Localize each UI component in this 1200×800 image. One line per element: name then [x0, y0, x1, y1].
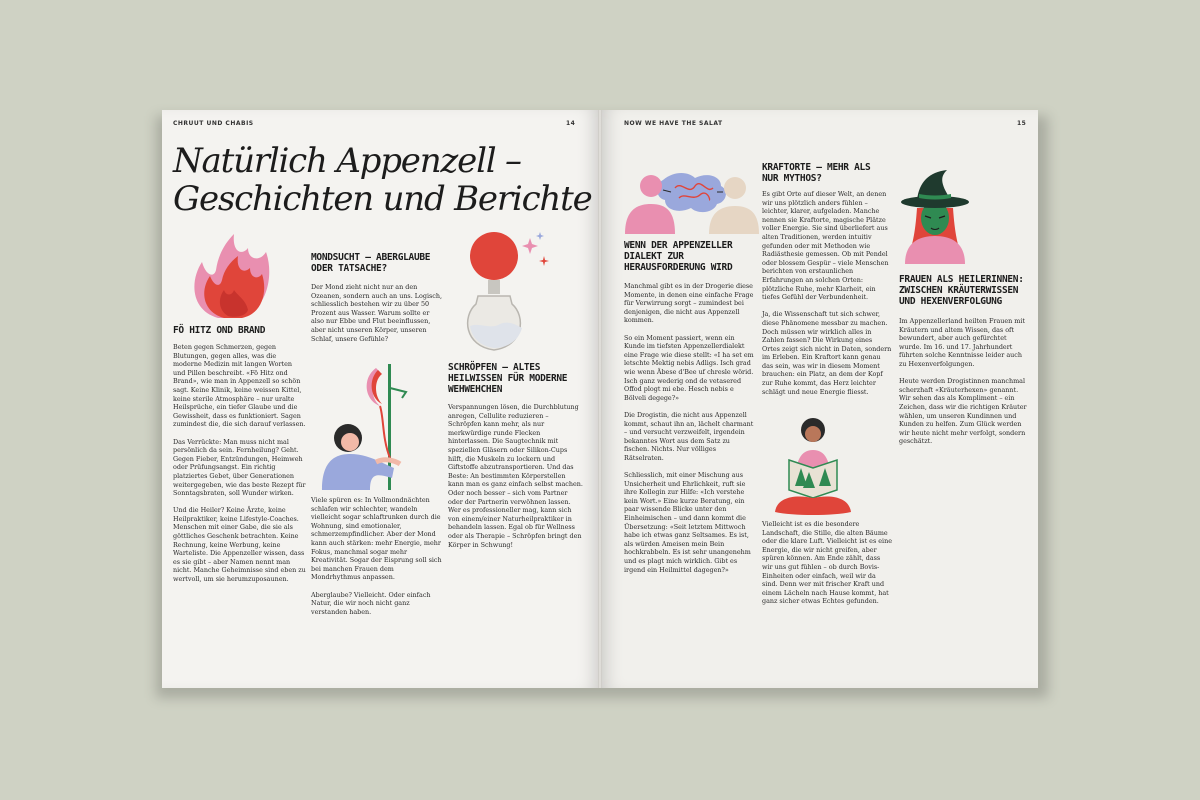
dialect-conversation-illustration	[623, 166, 763, 234]
heading-mondsucht: MONDSUCHT – ABERGLAUBE ODER TATSACHE?	[311, 252, 431, 274]
heading-dialekt: WENN DER APPENZELLER DIALEKT ZUR HERAUSFORDERUNG WIRD	[624, 240, 733, 273]
title-line-1: Natürlich Appenzell –	[173, 141, 521, 181]
heading-foe-hitz: FÖ HITZ OND BRAND	[173, 325, 266, 336]
col3-text	[448, 403, 583, 558]
right-col2-paragraph: Es gibt Orte auf dieser Welt, an denen wir uns plötzlich anders fühlen – leichter, klarer, aufgeladen. Manche nennen sie Kraftorte, magische Plätze voller Energie. Sie sind überliefert aus alten Traditionen, werden intuitiv gefunden oder mit Methoden wie Radiästhesie gemessen. Ob mit Pendel oder blossem Gespür – viele Menschen berichten von erstaunlichen Erfahrungen an solchen Orten: plötzliche Ruhe, mehr Klarheit, ein tiefes Gefühl der Verbundenheit.	[762, 190, 889, 302]
title-line-2: Geschichten und Berichte	[173, 179, 592, 219]
page-number-left: 14	[566, 120, 576, 127]
heading-frauen-heilerinnen: FRAUEN ALS HEILERINNEN: ZWISCHEN KRÄUTERWISSEN UND HEXENVERFOLGUNG	[899, 274, 1024, 307]
heading-schroepfen: SCHRÖPFEN – ALTES HEILWISSEN FÜR MODERNE WEHWEHCHEN	[448, 362, 568, 395]
spine-gutter	[598, 110, 602, 688]
right-col1-paragraph: Manchmal gibt es in der Drogerie diese Momente, in denen eine einfache Frage für Verwirrung sorgt – zumindest bei denjenigen, die nicht aus Appenzell kommen.	[624, 282, 754, 325]
col1-paragraph: Beten gegen Schmerzen, gegen Blutungen, gegen alles, was die moderne Medizin mit langen Worten und Pillen beschreibt. «Fö Hitz ond Brand», wie man in Appenzell so schön sagt. Keine Klinik, keine weissen Kittel, keine sterile Atmosphäre – nur uralte Heilsprüche, ein tiefer Glaube und die Gewissheit, dass es funktioniert. Sagen zumindest die, die sich darauf verlassen.	[173, 343, 306, 429]
witch-illustration	[899, 168, 971, 264]
right-col3-paragraph: Im Appenzellerland heilten Frauen mit Kräutern und altem Wissen, das oft bewundert, aber auch gefürchtet wurde. Im 16. und 17. Jahrhundert führten solche Kenntnisse leider auch zu Hexenverfolgungen.	[899, 317, 1025, 368]
right-page	[601, 110, 1038, 688]
page-title	[173, 142, 593, 218]
moon-infusion-illustration	[314, 358, 424, 490]
meditation-book-illustration	[773, 416, 853, 516]
col1-paragraph: Das Verrückte: Man muss nicht mal persönlich da sein. Fernheilung? Geht. Gegen Fieber, Entzündungen, Heimweh oder Prüfungsangst. Ein richtig platziertes Gebet, über Generationen weitergegeben, wie das beste Rezept für Sonntagsbraten, soll Wunder wirken.	[173, 437, 306, 498]
col1-paragraph: Und die Heiler? Keine Ärzte, keine Heilpraktiker, keine Lifestyle-Coaches. Menschen mit einer Gabe, die sie als göttliches Geschenk betrachten. Keine Rechnung, keine Werbung, keine Warteliste. Die Appenzeller wissen, dass es sie gibt – aber Namen nennt man nicht. Manche Geheimnisse sind eben zu wertvoll, um sie herumzuposaunen.	[173, 506, 306, 584]
right-col3-text	[899, 317, 1029, 455]
col2-paragraph: Der Mond zieht nicht nur an den Ozeanen, sondern auch an uns. Logisch, schliesslich bestehen wir zu über 50 Prozent aus Wasser. Warum sollte er also nur Ebbe und Flut beeinflussen, aber nicht unseren Körper, unseren Schlaf, unsere Gefühle?	[311, 283, 443, 343]
flame-illustration	[188, 230, 274, 320]
page-number-right: 15	[1017, 120, 1027, 127]
col1-text	[173, 343, 306, 592]
heading-kraftorte: KRAFTORTE – MEHR ALS NUR MYTHOS?	[762, 162, 871, 184]
right-col2-text-top	[762, 190, 892, 405]
col2-paragraph: Viele spüren es: In Vollmondnächten schlafen wir schlechter, wandeln vielleicht sogar schlaftrunken durch die Wohnung, sind emotionaler, schmerzempfindlicher. Aber der Mond kann auch stärken: mehr Energie, mehr Fokus, manchmal sogar mehr Kreativität. Sogar der Eisprung soll sich bei manchen Frauen dem Mondrhythmus anpassen.	[311, 496, 442, 582]
right-col1-paragraph: Schliesslich, mit einer Mischung aus Unsicherheit und Ehrlichkeit, ruft sie ihre Kollegin zur Hilfe: «Ich verstehe kein Wort.» Eine kurze Beratung, ein paar wissende Blicke unter den Einheimischen – und dann kommt die Übersetzung: «Seit letztem Mittwoch habe ich etwas ganz Seltsames. Es ist, als würden Ameisen mein Bein hochkrabbeln. Es ist sehr unangenehm und es plagt mich wirklich. Gibt es irgend ein Heilmittel dagegen?»	[624, 471, 751, 574]
col3-paragraph: Verspannungen lösen, die Durchblutung anregen, Cellulite reduzieren – Schröpfen kann mehr, als nur merkwürdige runde Flecken hinterlassen. Die Saugtechnik mit speziellen Gläsern oder Silikon-Cups hilft, die Muskeln zu lockern und Giftstoffe abzutransportieren. Und das Beste: An bestimmten Körperstellen kann man es ganz einfach selbst machen. Oder noch besser – sich vom Partner oder der Partnerin verwöhnen lassen. Wer es professioneller mag, kann sich von einem/einer Naturheilpraktiker in behandeln lassen. Egal ob für Wellness oder als Therapie – Schröpfen bringt den Körper in Schwung!	[448, 403, 583, 549]
right-col1-paragraph: Die Drogistin, die nicht aus Appenzell kommt, schaut ihn an, lächelt charmant – und versucht verzweifelt, irgendein bekanntes Wort aus dem Satz zu fischen. Nichts. Nur völliges Rätselraten.	[624, 410, 754, 462]
right-col3-paragraph: Heute werden Drogistinnen manchmal scherzhaft «Kräuterhexen» genannt. Wir sehen das als Kompliment – ein Zeichen, dass wir die richtigen Kräuter wählen, um unseren Kundinnen und Kunden zu helfen. Zum Glück werden wir heute nicht mehr verfolgt, sondern geschätzt.	[899, 377, 1027, 446]
right-col2-text-bottom	[762, 520, 892, 615]
right-col1-paragraph: So ein Moment passiert, wenn ein Kunde im tiefsten Appenzellerdialekt eine Frage wie diese stellt: «I ha set em letschte Mektig nebis Adligs. Isch grad wie wenn Äbese d'Bee uf chresle wörid. Isch ganz wederig ond de vetasered Offod plogt mi ebe. Hesch nebis e Bölveli degege?»	[624, 333, 754, 402]
left-page	[162, 110, 599, 688]
running-head-left: CHRUUT UND CHABIS	[173, 120, 254, 127]
col2-text-bottom	[311, 496, 443, 625]
running-head-right: NOW WE HAVE THE SALAT	[624, 120, 723, 127]
col2-paragraph: Aberglaube? Vielleicht. Oder einfach Natur, die wir noch nicht ganz verstanden haben.	[311, 590, 431, 616]
right-col2-paragraph: Ja, die Wissenschaft tut sich schwer, diese Phänomene messbar zu machen. Doch müssen wir wirklich alles in Zahlen fassen? Die Wirkung eines Ortes zeigt sich nicht in Daten, sondern im Erleben. Ein Kraftort kann genau das sein, was wir in diesem Moment brauchen: ein Platz, an dem der Kopf zur Ruhe kommt, das Herz leichter schlägt und neue Energie fliesst.	[762, 310, 892, 396]
col2-text-top	[311, 283, 443, 352]
right-col1-text	[624, 282, 756, 583]
cupping-glass-illustration	[460, 226, 560, 358]
right-col2-paragraph: Vielleicht ist es die besondere Landschaft, die Stille, die alten Bäume oder die klare Luft. Vielleicht ist es eine Energie, die wir nicht greifen, aber spüren können. Am Ende zählt, dass wir uns gut fühlen – ob durch Bovis-Einheiten oder einfach, weil wir da sind. Denn wer mit frischer Kraft und einem Lächeln nach Hause kommt, hat ganz sicher etwas Echtes gefunden.	[762, 520, 892, 606]
